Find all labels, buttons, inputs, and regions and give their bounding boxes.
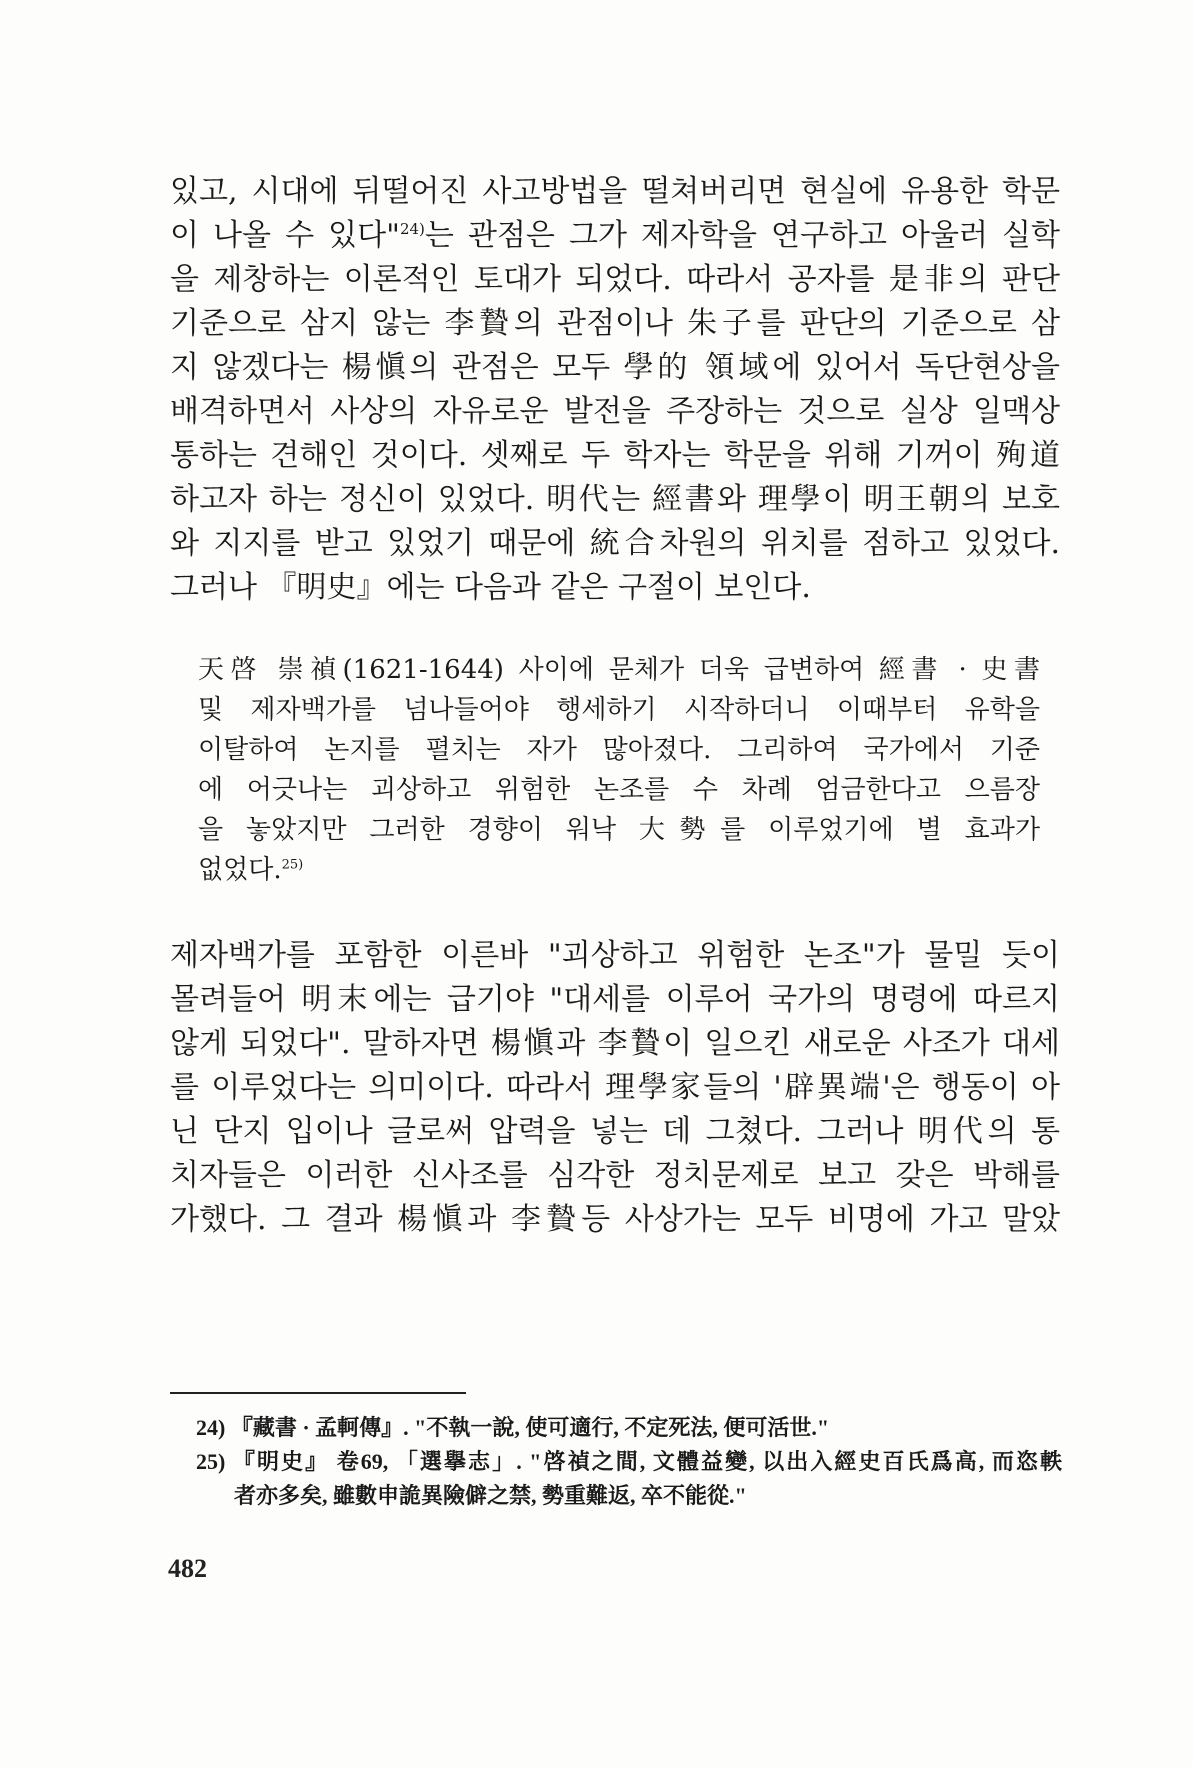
footnote-ref: 24) xyxy=(399,220,425,238)
body-text: 는 관점은 그가 제자학을 연구하고 아울러 실학 xyxy=(424,218,1060,253)
quote-line: 및 제자백가를 넘나들어야 행세하기 시작하더니 이때부터 유학을 xyxy=(198,695,1040,725)
quote-line xyxy=(198,850,1040,890)
footnote-25: 25) 『明史』 卷69, 「選擧志」. "啓禎之間, 文體益變, 以出入經史百氏爲高, 而恣軼 xyxy=(196,1449,1062,1474)
quote-line: 天啓 崇禎(1621-1644) 사이에 문체가 더욱 급변하여 經書 · 史書 xyxy=(198,655,1040,685)
footnote-24: 24) 『藏書 · 孟軻傳』. "不執一說, 使可適行, 不定死法, 便可活世." xyxy=(196,1415,830,1440)
body-line xyxy=(170,214,1060,258)
body-line: 을 제창하는 이론적인 토대가 되었다. 따라서 공자를 是非의 판단 xyxy=(170,262,1060,297)
body-line: 않게 되었다". 말하자면 楊愼과 李贄이 일으킨 새로운 사조가 대세 xyxy=(170,1026,1060,1061)
quote-line: 을 놓았지만 그러한 경향이 워낙 大勢를 이루었기에 별 효과가 xyxy=(198,815,1040,845)
body-line: 지 않겠다는 楊愼의 관점은 모두 學的 領域에 있어서 독단현상을 xyxy=(170,350,1060,385)
body-line: 있고, 시대에 뒤떨어진 사고방법을 떨쳐버리면 현실에 유용한 학문 xyxy=(170,174,1060,209)
quote-line: 에 어긋나는 괴상하고 위험한 논조를 수 차례 엄금한다고 으름장 xyxy=(198,775,1040,805)
body-line: 몰려들어 明末에는 급기야 "대세를 이루어 국가의 명령에 따르지 xyxy=(170,982,1060,1017)
body-line: 제자백가를 포함한 이른바 "괴상하고 위험한 논조"가 물밀 듯이 xyxy=(170,938,1060,973)
page-number: 482 xyxy=(168,1554,207,1583)
quote-text: 없었다. xyxy=(198,855,282,885)
body-line: 가했다. 그 결과 楊愼과 李贄등 사상가는 모두 비명에 가고 말았 xyxy=(170,1202,1060,1237)
body-line: 통하는 견해인 것이다. 셋째로 두 학자는 학문을 위해 기꺼이 殉道 xyxy=(170,438,1060,473)
footnote-ref: 25) xyxy=(281,857,304,873)
body-line: 와 지지를 받고 있었기 때문에 統合차원의 위치를 점하고 있었다. xyxy=(170,526,1060,561)
body-line: 를 이루었다는 의미이다. 따라서 理學家들의 '辟異端'은 행동이 아 xyxy=(170,1070,1060,1105)
body-line: 닌 단지 입이나 글로써 압력을 넣는 데 그쳤다. 그러나 明代의 통 xyxy=(170,1114,1060,1149)
footnote-divider xyxy=(170,1392,466,1394)
body-line: 치자들은 이러한 신사조를 심각한 정치문제로 보고 갖은 박해를 xyxy=(170,1158,1060,1193)
footnote-25-continued: 者亦多矣, 雖數申詭異險僻之禁, 勢重難返, 卒不能從." xyxy=(234,1483,747,1508)
quote-line: 이탈하여 논지를 펼치는 자가 많아졌다. 그리하여 국가에서 기준 xyxy=(198,735,1040,765)
body-text: 이 나올 수 있다" xyxy=(170,218,400,253)
body-line: 그러나 『明史』에는 다음과 같은 구절이 보인다. xyxy=(170,570,811,605)
body-line: 하고자 하는 정신이 있었다. 明代는 經書와 理學이 明王朝의 보호 xyxy=(170,482,1060,517)
body-line: 배격하면서 사상의 자유로운 발전을 주장하는 것으로 실상 일맥상 xyxy=(170,394,1060,429)
body-line: 기준으로 삼지 않는 李贄의 관점이나 朱子를 판단의 기준으로 삼 xyxy=(170,306,1060,341)
